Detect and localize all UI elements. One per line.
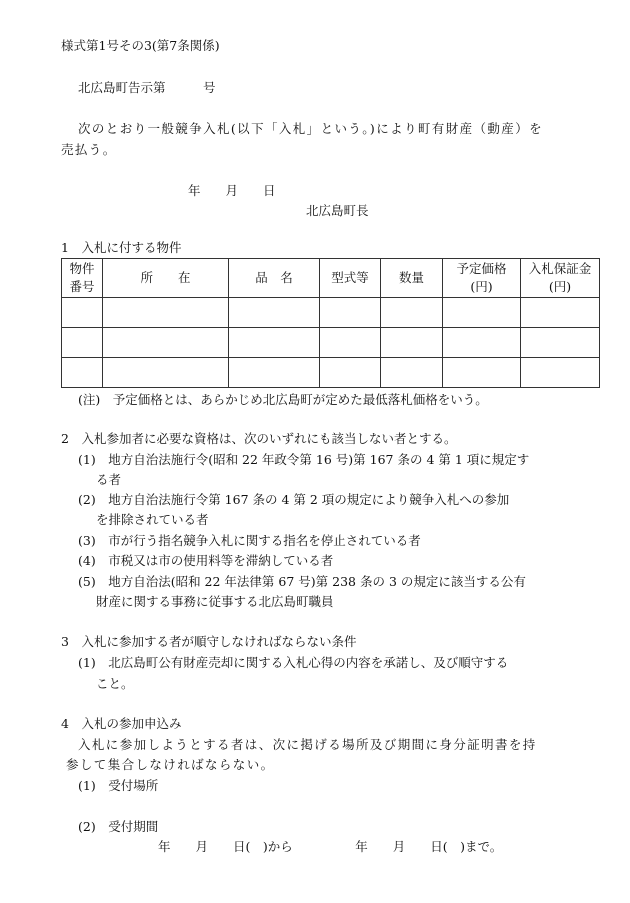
- reception-place: (1) 受付場所: [78, 778, 159, 793]
- table-cell: [320, 328, 381, 358]
- table-cell: [521, 358, 600, 388]
- col-location: 所 在: [103, 259, 229, 298]
- items-table: [61, 258, 600, 388]
- form-number: 様式第1号その3(第7条関係): [61, 38, 220, 53]
- table-cell: [62, 298, 103, 328]
- qualification-2b: を排除されている者: [96, 512, 209, 527]
- reception-period: (2) 受付期間: [78, 819, 159, 834]
- section-2-title: 2 入札参加者に必要な資格は、次のいずれにも該当しない者とする。: [61, 431, 457, 446]
- table-cell: [381, 298, 443, 328]
- date-line: 年 月 日: [188, 183, 276, 198]
- qualification-5a: (5) 地方自治法(昭和 22 年法律第 67 号)第 238 条の 3 の規定に該当する公有: [78, 574, 526, 589]
- section-3-title: 3 入札に参加する者が順守しなければならない条件: [61, 634, 357, 649]
- table-cell: [443, 358, 521, 388]
- qualification-4: (4) 市税又は市の使用料等を滞納している者: [78, 553, 334, 568]
- application-body-a: 入札に参加しようとする者は、次に掲げる場所及び期間に身分証明書を持: [78, 737, 537, 752]
- col-quantity: 数量: [381, 259, 443, 298]
- table-cell: [103, 298, 229, 328]
- qualification-2a: (2) 地方自治法施行令第 167 条の 4 第 2 項の規定により競争入札への参加: [78, 492, 510, 507]
- col-item-no: 物件 番号: [62, 259, 103, 298]
- table-cell: [521, 298, 600, 328]
- reception-period-dates: 年 月 日( )から 年 月 日( )まで。: [158, 839, 503, 854]
- table-cell: [229, 358, 320, 388]
- section-1-title: 1 入札に付する物件: [61, 240, 182, 255]
- table-cell: [443, 298, 521, 328]
- table-cell: [521, 328, 600, 358]
- qualification-1a: (1) 地方自治法施行令(昭和 22 年政令第 16 号)第 167 条の 4 第 1 項に規定す: [78, 452, 530, 467]
- qualification-1b: る者: [96, 472, 122, 487]
- qualification-5b: 財産に関する事務に従事する北広島町職員: [96, 594, 334, 609]
- table-header-row: [62, 259, 600, 298]
- issuer: 北広島町長: [306, 203, 369, 218]
- table-cell: [320, 298, 381, 328]
- table-cell: [62, 358, 103, 388]
- qualification-3: (3) 市が行う指名競争入札に関する指名を停止されている者: [78, 533, 421, 548]
- condition-1b: こと。: [96, 676, 134, 691]
- table-cell: [62, 328, 103, 358]
- table-row: [62, 328, 600, 358]
- table-cell: [381, 328, 443, 358]
- table-cell: [103, 328, 229, 358]
- table-cell: [320, 358, 381, 388]
- condition-1a: (1) 北広島町公有財産売却に関する入札心得の内容を承諾し、及び順守する: [78, 655, 509, 670]
- section-4-title: 4 入札の参加申込み: [61, 716, 182, 731]
- table-cell: [229, 298, 320, 328]
- application-body-b: 参して集合しなければならない。: [66, 757, 275, 772]
- table-note: (注) 予定価格とは、あらかじめ北広島町が定めた最低落札価格をいう。: [78, 392, 488, 407]
- col-name: 品 名: [229, 259, 320, 298]
- intro-line-1: 次のとおり一般競争入札(以下「入札」という。)により町有財産（動産）を: [78, 121, 544, 136]
- notice-number: 北広島町告示第 号: [78, 80, 216, 95]
- col-model: 型式等: [320, 259, 381, 298]
- table-cell: [443, 328, 521, 358]
- table-cell: [381, 358, 443, 388]
- col-deposit: 入札保証金 (円): [521, 259, 600, 298]
- table-row: [62, 358, 600, 388]
- table-cell: [103, 358, 229, 388]
- intro-line-2: 売払う。: [61, 142, 117, 157]
- col-planned-price: 予定価格 (円): [443, 259, 521, 298]
- table-row: [62, 298, 600, 328]
- table-cell: [229, 328, 320, 358]
